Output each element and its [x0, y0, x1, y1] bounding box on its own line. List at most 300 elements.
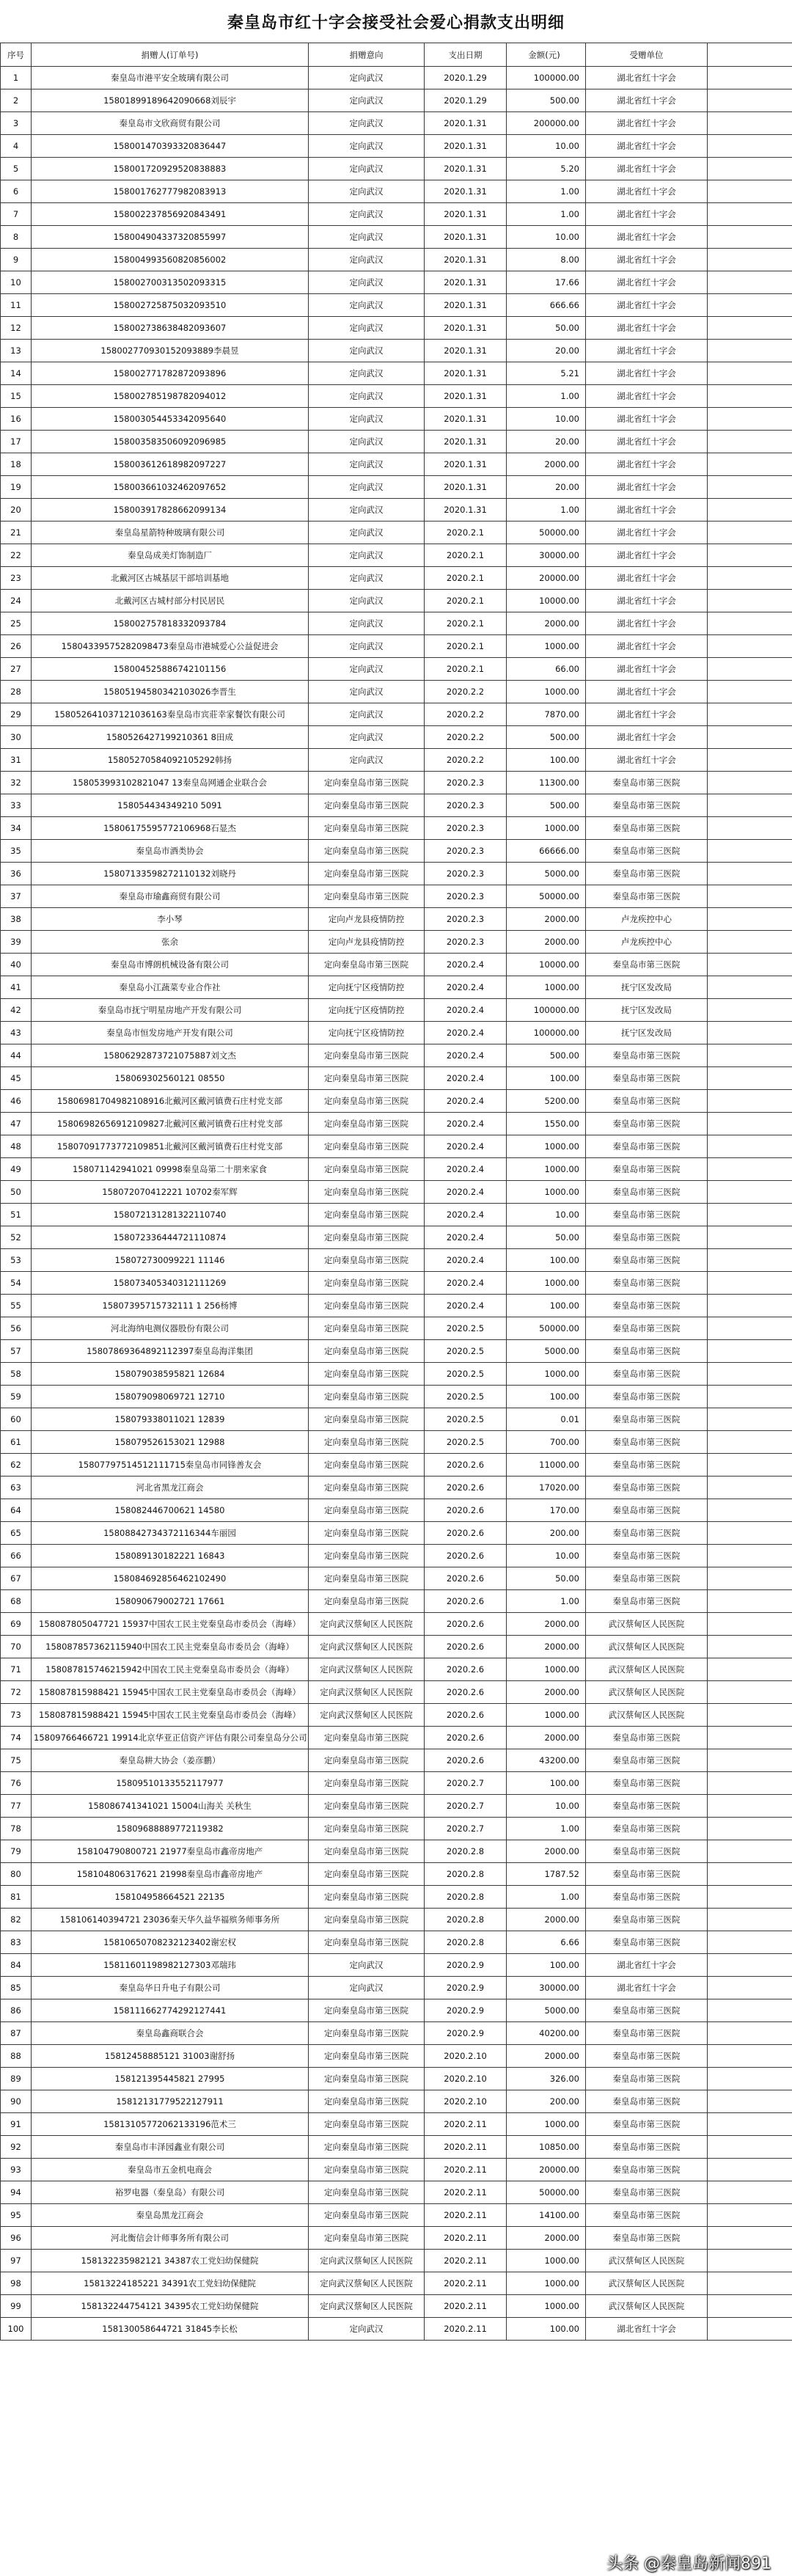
cell-blank: [708, 658, 792, 681]
cell-blank: [708, 1727, 792, 1749]
cell-donor: 15806292873721075887刘文杰: [32, 1044, 309, 1067]
cell-blank: [708, 158, 792, 180]
cell-blank: [708, 1386, 792, 1408]
cell-date: 2020.1.31: [425, 249, 507, 271]
cell-date: 2020.2.6: [425, 1522, 507, 1545]
table-row: [1, 2136, 792, 2159]
cell-amount: 20.00: [507, 431, 586, 453]
cell-date: 2020.1.31: [425, 294, 507, 317]
cell-index: 58: [1, 1363, 32, 1386]
cell-donor: 1580526427199210361 8田成: [32, 726, 309, 749]
cell-date: 2020.2.6: [425, 1727, 507, 1749]
cell-amount: 1.00: [507, 385, 586, 408]
cell-recipient: 武汉蔡甸区人民医院: [586, 2250, 708, 2272]
cell-intent: 定向秦皇岛市第三医院: [309, 863, 425, 885]
cell-blank: [708, 249, 792, 271]
cell-donor: 158069302560121 08550: [32, 1067, 309, 1090]
cell-recipient: 秦皇岛市第三医院: [586, 1999, 708, 2022]
cell-intent: 定向秦皇岛市第三医院: [309, 1863, 425, 1886]
header-index: 序号: [1, 43, 32, 67]
cell-index: 61: [1, 1431, 32, 1454]
cell-blank: [708, 1226, 792, 1249]
cell-intent: 定向秦皇岛市第三医院: [309, 817, 425, 840]
cell-index: 78: [1, 1818, 32, 1840]
cell-donor: 秦皇岛市瑜鑫商贸有限公司: [32, 885, 309, 908]
cell-blank: [708, 544, 792, 567]
cell-recipient: 湖北省红十字会: [586, 1977, 708, 1999]
cell-index: 17: [1, 431, 32, 453]
cell-donor: 秦皇岛黑龙江商会: [32, 2204, 309, 2227]
cell-blank: [708, 476, 792, 499]
cell-intent: 定向武汉: [309, 612, 425, 635]
cell-blank: [708, 1681, 792, 1704]
cell-intent: 定向秦皇岛市第三医院: [309, 1749, 425, 1772]
cell-blank: [708, 89, 792, 112]
cell-donor: 158111662774292127441: [32, 1999, 309, 2022]
cell-donor: 河北省黑龙江商会: [32, 1477, 309, 1499]
cell-recipient: 秦皇岛市第三医院: [586, 840, 708, 863]
header-amount: 金额(元): [507, 43, 586, 67]
table-row: [1, 1636, 792, 1658]
cell-intent: 定向抚宁区疫情防控: [309, 999, 425, 1022]
cell-index: 98: [1, 2272, 32, 2295]
cell-donor: 15809766466721 19914北京华亚正信资产评估有限公司秦皇岛分公司: [32, 1727, 309, 1749]
cell-recipient: 湖北省红十字会: [586, 522, 708, 544]
cell-date: 2020.2.1: [425, 522, 507, 544]
cell-intent: 定向武汉蔡甸区人民医院: [309, 1658, 425, 1681]
table-row: [1, 499, 792, 522]
cell-index: 1: [1, 67, 32, 89]
cell-donor: 15812131779522127911: [32, 2090, 309, 2113]
table-row: [1, 1272, 792, 1295]
cell-amount: 666.66: [507, 294, 586, 317]
cell-amount: 1000.00: [507, 2295, 586, 2318]
cell-amount: 1000.00: [507, 976, 586, 999]
table-row: [1, 135, 792, 158]
cell-donor: 15805270584092105292韩扬: [32, 749, 309, 772]
cell-blank: [708, 1590, 792, 1613]
cell-blank: [708, 1658, 792, 1681]
cell-recipient: 湖北省红十字会: [586, 2318, 708, 2341]
cell-amount: 10.00: [507, 135, 586, 158]
cell-donor: 158121395445821 27995: [32, 2068, 309, 2090]
cell-date: 2020.2.4: [425, 1044, 507, 1067]
cell-donor: 158072131281322110740: [32, 1204, 309, 1226]
table-row: [1, 1363, 792, 1386]
table-row: [1, 612, 792, 635]
cell-donor: 158004525886742101156: [32, 658, 309, 681]
cell-index: 3: [1, 112, 32, 135]
cell-date: 2020.2.4: [425, 1181, 507, 1204]
cell-blank: [708, 1340, 792, 1363]
table-row: [1, 2068, 792, 2090]
cell-amount: 1000.00: [507, 2113, 586, 2136]
cell-blank: [708, 1181, 792, 1204]
cell-blank: [708, 999, 792, 1022]
cell-intent: 定向秦皇岛市第三医院: [309, 1363, 425, 1386]
cell-date: 2020.2.3: [425, 817, 507, 840]
cell-donor: 158087815988421 15945中国农工民主党秦皇岛市委员会（海峰）: [32, 1704, 309, 1727]
table-row: [1, 2090, 792, 2113]
cell-intent: 定向武汉: [309, 271, 425, 294]
cell-donor: 秦皇岛市酒类协会: [32, 840, 309, 863]
table-body: [1, 67, 792, 2341]
cell-donor: 158087815746215942中国农工民主党秦皇岛市委员会（海峰）: [32, 1658, 309, 1681]
cell-index: 41: [1, 976, 32, 999]
cell-index: 100: [1, 2318, 32, 2341]
cell-blank: [708, 1135, 792, 1158]
cell-donor: 158052641037121036163秦皇岛市宾莊幸家餐饮有限公司: [32, 703, 309, 726]
cell-recipient: 湖北省红十字会: [586, 499, 708, 522]
cell-index: 9: [1, 249, 32, 271]
cell-donor: 北戴河区古城村部分村民居民: [32, 590, 309, 612]
cell-intent: 定向武汉蔡甸区人民医院: [309, 2250, 425, 2272]
cell-donor: 15812458885121 31003谢舒扬: [32, 2045, 309, 2068]
cell-amount: 2000.00: [507, 1636, 586, 1658]
cell-intent: 定向秦皇岛市第三医院: [309, 1044, 425, 1067]
cell-index: 99: [1, 2295, 32, 2318]
cell-donor: 158132235982121 34387农工党妇幼保健院: [32, 2250, 309, 2272]
cell-intent: 定向秦皇岛市第三医院: [309, 1795, 425, 1818]
cell-recipient: 秦皇岛市第三医院: [586, 1931, 708, 1954]
cell-intent: 定向武汉: [309, 203, 425, 226]
cell-intent: 定向武汉: [309, 294, 425, 317]
cell-donor: 158079526153021 12988: [32, 1431, 309, 1454]
cell-blank: [708, 1158, 792, 1181]
cell-blank: [708, 2090, 792, 2113]
cell-amount: 5.20: [507, 158, 586, 180]
cell-recipient: 湖北省红十字会: [586, 340, 708, 362]
table-row: [1, 1477, 792, 1499]
cell-index: 88: [1, 2045, 32, 2068]
cell-index: 79: [1, 1840, 32, 1863]
cell-intent: 定向武汉: [309, 89, 425, 112]
table-row: [1, 2272, 792, 2295]
cell-blank: [708, 2068, 792, 2090]
table-row: [1, 1135, 792, 1158]
table-row: [1, 1681, 792, 1704]
cell-index: 89: [1, 2068, 32, 2090]
cell-intent: 定向武汉蔡甸区人民医院: [309, 2295, 425, 2318]
table-row: [1, 1181, 792, 1204]
cell-recipient: 秦皇岛市第三医院: [586, 1840, 708, 1863]
cell-recipient: 武汉蔡甸区人民医院: [586, 2295, 708, 2318]
cell-blank: [708, 1954, 792, 1977]
cell-donor: 15809510133552117977: [32, 1772, 309, 1795]
table-row: [1, 522, 792, 544]
cell-date: 2020.1.31: [425, 203, 507, 226]
cell-index: 84: [1, 1954, 32, 1977]
cell-intent: 定向秦皇岛市第三医院: [309, 1272, 425, 1295]
cell-intent: 定向武汉: [309, 362, 425, 385]
cell-donor: 158104790800721 21977秦皇岛市鑫帝房地产: [32, 1840, 309, 1863]
cell-intent: 定向秦皇岛市第三医院: [309, 2045, 425, 2068]
cell-blank: [708, 1477, 792, 1499]
cell-blank: [708, 2250, 792, 2272]
cell-date: 2020.2.2: [425, 703, 507, 726]
cell-amount: 1787.52: [507, 1863, 586, 1886]
cell-index: 91: [1, 2113, 32, 2136]
cell-amount: 100000.00: [507, 1022, 586, 1044]
cell-date: 2020.2.4: [425, 1204, 507, 1226]
cell-index: 5: [1, 158, 32, 180]
table-row: [1, 1658, 792, 1681]
cell-intent: 定向秦皇岛市第三医院: [309, 1317, 425, 1340]
cell-donor: 158072070412221 10702秦军辉: [32, 1181, 309, 1204]
cell-amount: 50000.00: [507, 2181, 586, 2204]
cell-amount: 5000.00: [507, 863, 586, 885]
cell-blank: [708, 2272, 792, 2295]
cell-intent: 定向秦皇岛市第三医院: [309, 2181, 425, 2204]
cell-date: 2020.2.9: [425, 1954, 507, 1977]
cell-blank: [708, 271, 792, 294]
cell-amount: 1.00: [507, 1818, 586, 1840]
cell-donor: 158087815988421 15945中国农工民主党秦皇岛市委员会（海峰）: [32, 1681, 309, 1704]
cell-blank: [708, 1522, 792, 1545]
cell-donor: 15808842734372116344车丽园: [32, 1522, 309, 1545]
cell-date: 2020.1.31: [425, 271, 507, 294]
cell-intent: 定向武汉: [309, 249, 425, 271]
cell-donor: 158071142941021 09998秦皇岛第二十朋来家食: [32, 1158, 309, 1181]
cell-date: 2020.2.6: [425, 1636, 507, 1658]
cell-index: 16: [1, 408, 32, 431]
cell-donor: 158087805047721 15937中国农工民主党秦皇岛市委员会（海峰）: [32, 1613, 309, 1636]
table-row: [1, 1818, 792, 1840]
cell-donor: 158003054453342095640: [32, 408, 309, 431]
cell-date: 2020.1.29: [425, 89, 507, 112]
cell-index: 18: [1, 453, 32, 476]
cell-intent: 定向秦皇岛市第三医院: [309, 1727, 425, 1749]
cell-amount: 1.00: [507, 203, 586, 226]
cell-amount: 50000.00: [507, 522, 586, 544]
cell-donor: 158001470393320836447: [32, 135, 309, 158]
cell-donor: 15807091773772109851北戴河区戴河镇费石庄村党支部: [32, 1135, 309, 1158]
cell-amount: 100.00: [507, 1954, 586, 1977]
table-row: [1, 1567, 792, 1590]
cell-donor: 秦皇岛市恒发房地产开发有限公司: [32, 1022, 309, 1044]
cell-recipient: 湖北省红十字会: [586, 544, 708, 567]
cell-amount: 1550.00: [507, 1113, 586, 1135]
cell-donor: 158104806317621 21998秦皇岛市鑫帝房地产: [32, 1863, 309, 1886]
cell-index: 86: [1, 1999, 32, 2022]
table-row: [1, 1999, 792, 2022]
cell-date: 2020.1.31: [425, 158, 507, 180]
cell-recipient: 抚宁区发改局: [586, 976, 708, 999]
cell-date: 2020.2.9: [425, 2022, 507, 2045]
cell-intent: 定向武汉: [309, 635, 425, 658]
cell-date: 2020.2.6: [425, 1454, 507, 1477]
cell-intent: 定向秦皇岛市第三医院: [309, 1909, 425, 1931]
cell-recipient: 秦皇岛市第三医院: [586, 794, 708, 817]
cell-date: 2020.2.5: [425, 1386, 507, 1408]
cell-amount: 5000.00: [507, 1999, 586, 2022]
cell-index: 66: [1, 1545, 32, 1567]
cell-date: 2020.2.6: [425, 1567, 507, 1590]
cell-index: 29: [1, 703, 32, 726]
cell-intent: 定向武汉: [309, 408, 425, 431]
cell-date: 2020.2.1: [425, 612, 507, 635]
cell-recipient: 秦皇岛市第三医院: [586, 817, 708, 840]
table-row: [1, 590, 792, 612]
cell-blank: [708, 817, 792, 840]
cell-donor: 158004904337320855997: [32, 226, 309, 249]
cell-intent: 定向武汉蔡甸区人民医院: [309, 2272, 425, 2295]
cell-date: 2020.2.4: [425, 976, 507, 999]
cell-blank: [708, 1863, 792, 1886]
cell-blank: [708, 112, 792, 135]
cell-intent: 定向秦皇岛市第三医院: [309, 885, 425, 908]
cell-date: 2020.2.4: [425, 999, 507, 1022]
cell-date: 2020.1.31: [425, 135, 507, 158]
cell-donor: 158003612618982097227: [32, 453, 309, 476]
cell-donor: 河北海纳电测仪器股份有限公司: [32, 1317, 309, 1340]
table-row: [1, 2295, 792, 2318]
cell-index: 63: [1, 1477, 32, 1499]
cell-recipient: 湖北省红十字会: [586, 408, 708, 431]
cell-index: 81: [1, 1886, 32, 1909]
cell-intent: 定向武汉蔡甸区人民医院: [309, 1681, 425, 1704]
table-row: [1, 954, 792, 976]
cell-intent: 定向秦皇岛市第三医院: [309, 1158, 425, 1181]
cell-index: 35: [1, 840, 32, 863]
cell-index: 73: [1, 1704, 32, 1727]
cell-blank: [708, 772, 792, 794]
cell-amount: 8.00: [507, 249, 586, 271]
cell-amount: 50.00: [507, 1567, 586, 1590]
cell-blank: [708, 453, 792, 476]
cell-blank: [708, 408, 792, 431]
cell-index: 34: [1, 817, 32, 840]
cell-date: 2020.2.10: [425, 2045, 507, 2068]
cell-blank: [708, 1295, 792, 1317]
cell-donor: 158002785198782094012: [32, 385, 309, 408]
cell-recipient: 秦皇岛市第三医院: [586, 2181, 708, 2204]
cell-index: 77: [1, 1795, 32, 1818]
cell-amount: 2000.00: [507, 2045, 586, 2068]
cell-index: 44: [1, 1044, 32, 1067]
cell-recipient: 湖北省红十字会: [586, 385, 708, 408]
cell-date: 2020.2.2: [425, 681, 507, 703]
cell-recipient: 秦皇岛市第三医院: [586, 1408, 708, 1431]
cell-blank: [708, 681, 792, 703]
cell-donor: 李小琴: [32, 908, 309, 931]
cell-index: 11: [1, 294, 32, 317]
cell-recipient: 湖北省红十字会: [586, 749, 708, 772]
table-row: [1, 2045, 792, 2068]
cell-recipient: 秦皇岛市第三医院: [586, 1067, 708, 1090]
table-row: [1, 431, 792, 453]
cell-amount: 10000.00: [507, 590, 586, 612]
cell-recipient: 湖北省红十字会: [586, 203, 708, 226]
cell-blank: [708, 1272, 792, 1295]
cell-amount: 1000.00: [507, 681, 586, 703]
cell-recipient: 秦皇岛市第三医院: [586, 1795, 708, 1818]
cell-date: 2020.2.3: [425, 885, 507, 908]
cell-intent: 定向秦皇岛市第三医院: [309, 2022, 425, 2045]
cell-recipient: 湖北省红十字会: [586, 703, 708, 726]
table-row: [1, 1158, 792, 1181]
table-row: [1, 2250, 792, 2272]
table-row: [1, 453, 792, 476]
cell-blank: [708, 2136, 792, 2159]
cell-date: 2020.2.4: [425, 1158, 507, 1181]
cell-intent: 定向秦皇岛市第三医院: [309, 954, 425, 976]
table-row: [1, 340, 792, 362]
cell-intent: 定向秦皇岛市第三医院: [309, 1545, 425, 1567]
cell-index: 70: [1, 1636, 32, 1658]
cell-amount: 20000.00: [507, 567, 586, 590]
table-row: [1, 931, 792, 954]
cell-date: 2020.1.31: [425, 385, 507, 408]
cell-date: 2020.2.8: [425, 1909, 507, 1931]
cell-donor: 秦皇岛小江蔬菜专业合作社: [32, 976, 309, 999]
cell-index: 25: [1, 612, 32, 635]
cell-date: 2020.2.11: [425, 2159, 507, 2181]
cell-blank: [708, 1545, 792, 1567]
cell-donor: 158002770930152093889李晨昱: [32, 340, 309, 362]
cell-recipient: 秦皇岛市第三医院: [586, 1249, 708, 1272]
cell-intent: 定向秦皇岛市第三医院: [309, 1408, 425, 1431]
cell-date: 2020.2.3: [425, 931, 507, 954]
cell-amount: 100.00: [507, 1067, 586, 1090]
cell-recipient: 武汉蔡甸区人民医院: [586, 1613, 708, 1636]
header-date: 支出日期: [425, 43, 507, 67]
cell-index: 15: [1, 385, 32, 408]
cell-recipient: 湖北省红十字会: [586, 89, 708, 112]
cell-intent: 定向秦皇岛市第三医院: [309, 2113, 425, 2136]
cell-donor: 15813224185221 34391农工党妇幼保健院: [32, 2272, 309, 2295]
cell-amount: 2000.00: [507, 1840, 586, 1863]
cell-index: 49: [1, 1158, 32, 1181]
cell-recipient: 秦皇岛市第三医院: [586, 954, 708, 976]
cell-intent: 定向秦皇岛市第三医院: [309, 1454, 425, 1477]
cell-date: 2020.2.10: [425, 2068, 507, 2090]
table-row: [1, 681, 792, 703]
cell-intent: 定向秦皇岛市第三医院: [309, 2159, 425, 2181]
cell-index: 68: [1, 1590, 32, 1613]
cell-donor: 158090679002721 17661: [32, 1590, 309, 1613]
cell-date: 2020.2.6: [425, 1749, 507, 1772]
cell-blank: [708, 1977, 792, 1999]
cell-donor: 158002771782872093896: [32, 362, 309, 385]
cell-donor: 15806982656912109827北戴河区戴河镇费石庄村党支部: [32, 1113, 309, 1135]
table-row: [1, 2318, 792, 2341]
cell-amount: 1000.00: [507, 1658, 586, 1681]
cell-recipient: 秦皇岛市第三医院: [586, 1044, 708, 1067]
cell-date: 2020.2.11: [425, 2295, 507, 2318]
cell-recipient: 秦皇岛市第三医院: [586, 2136, 708, 2159]
cell-intent: 定向武汉: [309, 431, 425, 453]
cell-donor: 158053993102821047 13秦皇岛网通企业联合会: [32, 772, 309, 794]
cell-recipient: 湖北省红十字会: [586, 1954, 708, 1977]
cell-date: 2020.2.3: [425, 908, 507, 931]
cell-blank: [708, 317, 792, 340]
cell-intent: 定向秦皇岛市第三医院: [309, 1431, 425, 1454]
cell-amount: 20000.00: [507, 2159, 586, 2181]
cell-recipient: 秦皇岛市第三医院: [586, 1545, 708, 1567]
cell-amount: 2000.00: [507, 1681, 586, 1704]
cell-recipient: 秦皇岛市第三医院: [586, 1181, 708, 1204]
cell-index: 90: [1, 2090, 32, 2113]
cell-index: 8: [1, 226, 32, 249]
cell-amount: 1000.00: [507, 1272, 586, 1295]
cell-donor: 15807395715732111 1 256杨博: [32, 1295, 309, 1317]
table-row: [1, 1408, 792, 1431]
cell-recipient: 秦皇岛市第三医院: [586, 2113, 708, 2136]
table-row: [1, 1067, 792, 1090]
cell-donor: 158084692856462102490: [32, 1567, 309, 1590]
cell-index: 48: [1, 1135, 32, 1158]
